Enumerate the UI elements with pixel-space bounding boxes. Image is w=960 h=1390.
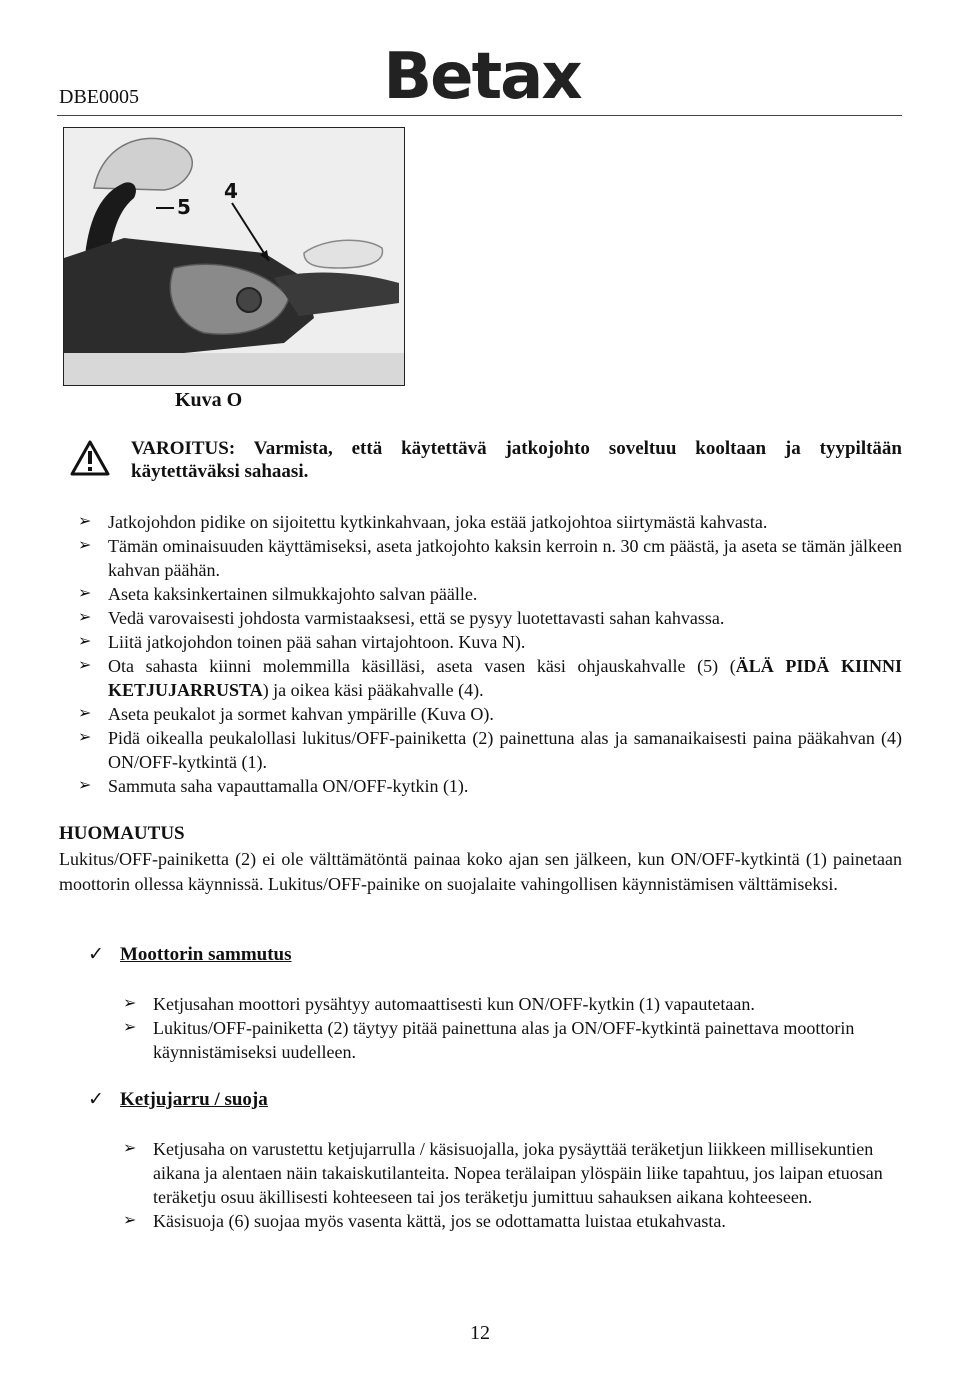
- list-item: ➢ Ketjusahan moottori pysähtyy automaattisesti kun ON/OFF-kytkin (1) vapautetaan.: [123, 994, 755, 1014]
- list-item: ➢ Liitä jatkojohdon toinen pää sahan virtajohtoon. Kuva N).: [78, 632, 526, 652]
- figure-photo: [63, 127, 405, 386]
- arrow-bullet-icon: ➢: [78, 537, 92, 554]
- section-heading-motor-stop: ✓ Moottorin sammutus: [88, 944, 292, 965]
- list-item: ➢ Pidä oikealla peukalollasi lukitus/OFF-painiketta (2) painettuna alas ja samanaikaisesti paina pääkahvan (4) ON/OFF-kytkintä (1).: [78, 728, 902, 772]
- chain-brake-list: [123, 1137, 902, 1233]
- list-item: ➢ Lukitus/OFF-painiketta (2) täytyy pitää painettuna alas ja ON/OFF-kytkintä painettava moottorin käynnistämiseksi uudelleen.: [123, 1018, 855, 1062]
- arrow-bullet-icon: ➢: [78, 657, 92, 674]
- figure-label-4: 4: [224, 179, 238, 203]
- arrow-bullet-icon: ➢: [78, 513, 92, 530]
- arrow-bullet-icon: ➢: [78, 609, 92, 626]
- figure-caption: Kuva O: [175, 389, 243, 411]
- list-item: ➢ Vedä varovaisesti johdosta varmistaaksesi, että se pysyy luotettavasti sahan kahvassa.: [78, 608, 725, 628]
- list-item: ➢ Aseta peukalot ja sormet kahvan ympärille (Kuva O).: [78, 704, 494, 724]
- header-divider: [57, 115, 902, 116]
- betax-logo: [382, 38, 582, 112]
- arrow-bullet-icon: ➢: [123, 1140, 137, 1157]
- arrow-bullet-icon: ➢: [78, 777, 92, 794]
- note-body: Lukitus/OFF-painiketta (2) ei ole välttämätöntä painaa koko ajan sen jälkeen, kun ON/OFF-kytkintä (1) painetaan moottorin ollessa käynnissä. Lukitus/OFF-painike on suojalaite vahingollisen käynnistämisen välttämiseksi.: [59, 849, 902, 894]
- arrow-bullet-icon: ➢: [78, 633, 92, 650]
- bold-warning-inline: ÄLÄ PIDÄ KIINNI KETJUJARRUSTA: [108, 656, 902, 700]
- arrow-bullet-icon: ➢: [78, 585, 92, 602]
- list-item: ➢ Käsisuoja (6) suojaa myös vasenta kättä, jos se odottamatta luistaa etukahvasta.: [123, 1211, 726, 1231]
- section-heading-chain-brake: ✓ Ketjujarru / suoja: [88, 1089, 268, 1110]
- list-item: ➢ Sammuta saha vapauttamalla ON/OFF-kytkin (1).: [78, 776, 469, 796]
- document-code: DBE0005: [59, 86, 139, 108]
- arrow-bullet-icon: ➢: [78, 705, 92, 722]
- steps-list: [78, 510, 902, 798]
- list-item: ➢ Jatkojohdon pidike on sijoitettu kytkinkahvaan, joka estää jatkojohtoa siirtymästä kahvasta.: [78, 512, 768, 532]
- arrow-bullet-icon: ➢: [123, 1019, 137, 1036]
- list-item: ➢ Ketjusaha on varustettu ketjujarrulla / käsisuojalla, joka pysäyttää teräketjun liikkeen millisekuntien aikana ja alentaen näin takaiskutilanteita. Nopea terälaipan ylöspäin liike tapahtuu, jos laipan etuosan teräketju osuu äkillisesti kohteeseen tai jos teräketju jumittuu sahauksen aikana kohteeseen.: [123, 1139, 883, 1207]
- warning-triangle-icon: [70, 440, 110, 476]
- checkmark-icon: ✓: [88, 1089, 104, 1110]
- logo-text: Betax: [383, 40, 581, 112]
- arrow-bullet-icon: ➢: [123, 995, 137, 1012]
- arrow-bullet-icon: ➢: [123, 1212, 137, 1229]
- warning-text: VAROITUS: Varmista, että käytettävä jatkojohto soveltuu kooltaan ja tyypiltään käytettäväksi sahaasi.: [131, 438, 902, 482]
- chainsaw-illustration: [64, 128, 404, 385]
- note-title: HUOMAUTUS: [59, 823, 185, 844]
- motor-stop-list: [123, 992, 902, 1064]
- list-item: ➢ Aseta kaksinkertainen silmukkajohto salvan päälle.: [78, 584, 478, 604]
- figure-label-5: 5: [177, 195, 191, 219]
- page-number: 12: [470, 1322, 490, 1344]
- checkmark-icon: ✓: [88, 944, 104, 965]
- list-item: ➢ Ota sahasta kiinni molemmilla käsilläsi, aseta vasen käsi ohjauskahvalle (5) (ÄLÄ PIDÄ KIINNI KETJUJARRUSTA) ja oikea käsi pääkahvalle (4).: [78, 656, 902, 700]
- list-item: ➢ Tämän ominaisuuden käyttämiseksi, aseta jatkojohto kaksin kerroin n. 30 cm päästä, ja aseta se tämän jälkeen kahvan päähän.: [78, 536, 902, 580]
- arrow-bullet-icon: ➢: [78, 729, 92, 746]
